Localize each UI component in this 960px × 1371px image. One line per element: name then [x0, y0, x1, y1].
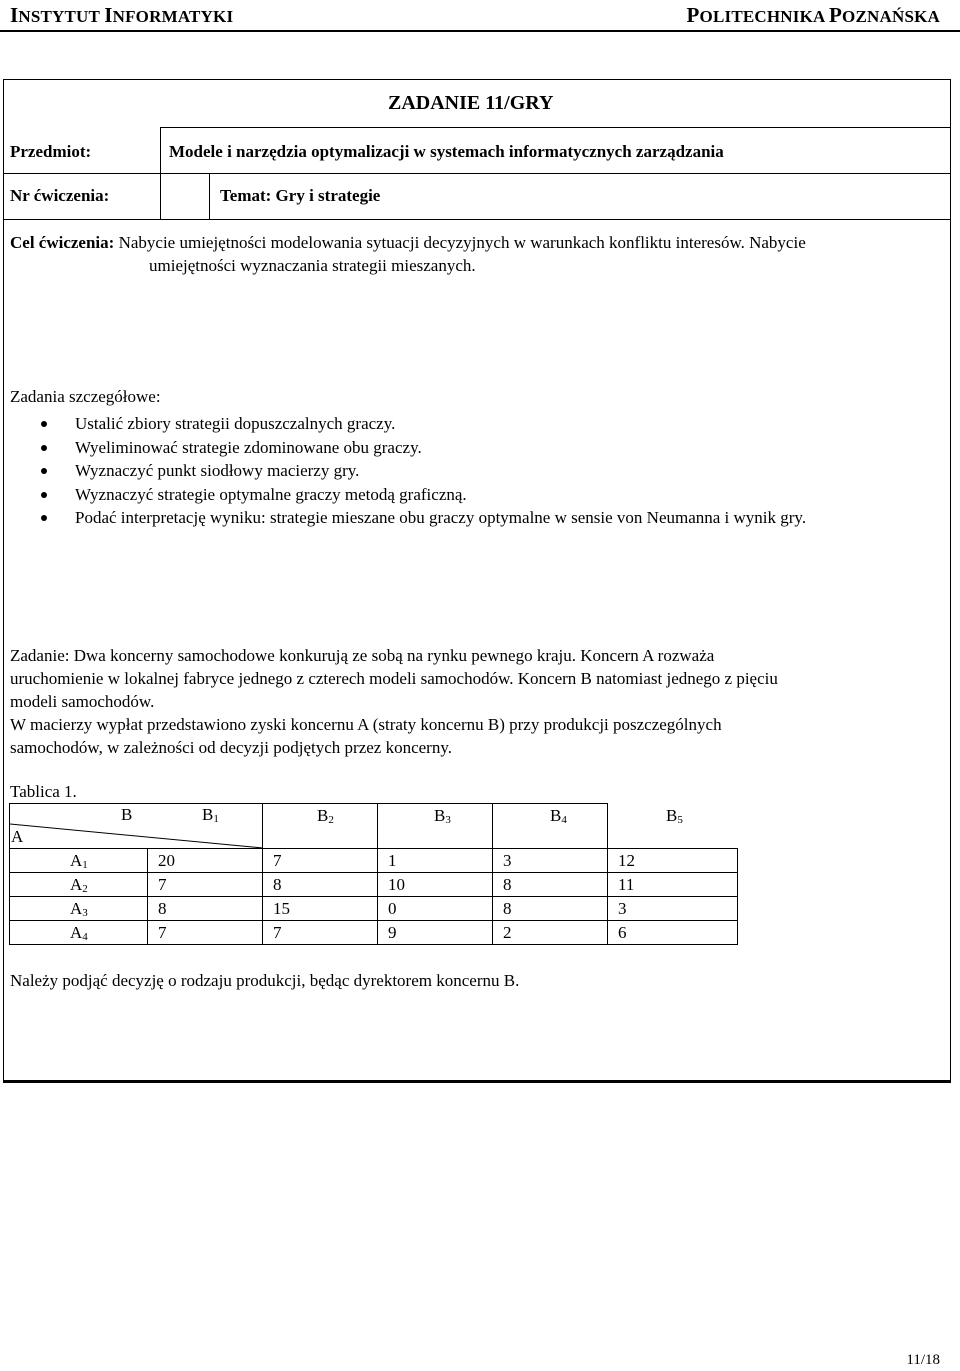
task-item: Wyznaczyć punkt siodłowy macierzy gry. — [10, 459, 950, 483]
goal-line-1: Cel ćwiczenia: Nabycie umiejętności modelowania sytuacji decyzyjnych w warunkach konfliktu interesów. Nabycie — [10, 233, 806, 252]
page-number: 11/18 — [906, 1352, 940, 1368]
table-row — [10, 873, 738, 897]
table-cell: 8 — [148, 897, 263, 921]
table-corner-cell — [10, 804, 263, 849]
column-header: $B_1$ — [202, 805, 219, 825]
grid-hline-3 — [3, 219, 951, 220]
row-header: $A_3$ — [10, 897, 148, 921]
problem-line-2: uruchomienie w lokalnej fabryce jednego z czterech modeli samochodów. Koncern B natomiast jednego z pięciu — [10, 669, 778, 688]
payoff-table — [9, 803, 738, 945]
problem-line-3: modeli samochodów. — [10, 692, 155, 711]
corner-label-a: A — [11, 827, 24, 846]
problem-statement — [10, 644, 940, 759]
header-university: POLITECHNIKA POZNAŃSKA — [686, 3, 940, 27]
grid-vline-2 — [209, 174, 210, 219]
table-cell: 8 — [493, 873, 608, 897]
grid-hline-2 — [3, 173, 951, 174]
column-header: $B_5$ — [666, 805, 683, 826]
table-row — [10, 897, 738, 921]
subject-value: Modele i narzędzia optymalizacji w systemach informatycznych zarządzania — [169, 142, 724, 161]
table-cell: 10 — [378, 873, 493, 897]
table-cell: 1 — [378, 849, 493, 873]
header-institute: INSTYTUT INFORMATYKI — [10, 3, 234, 27]
goal-line-2: umiejętności wyznaczania strategii mieszanych. — [149, 256, 476, 275]
row-header: $A_1$ — [10, 849, 148, 873]
table-cell: 8 — [263, 873, 378, 897]
table-header-row — [10, 804, 738, 849]
table-cell: 11 — [608, 873, 738, 897]
task-item: Wyznaczyć strategie optymalne graczy metodą graficzną. — [10, 483, 950, 507]
table-row — [10, 849, 738, 873]
table-cell: 0 — [378, 897, 493, 921]
table-cell: 3 — [493, 849, 608, 873]
detailed-tasks-heading: Zadania szczegółowe: — [10, 387, 161, 406]
row-header: $A_2$ — [10, 873, 148, 897]
table-cell: 12 — [608, 849, 738, 873]
detailed-tasks-list — [10, 412, 950, 530]
closing-instruction: Należy podjąć decyzję o rodzaju produkcji, będąc dyrektorem koncernu B. — [10, 971, 520, 990]
table-cell: 3 — [608, 897, 738, 921]
exercise-label: Nr ćwiczenia: — [10, 186, 110, 205]
table-cell: 7 — [148, 921, 263, 945]
header-rule — [0, 30, 960, 32]
table-row — [10, 921, 738, 945]
column-header: $B_4$ — [493, 804, 608, 849]
subject-label: Przedmiot: — [10, 142, 92, 161]
table-caption: Tablica 1. — [10, 782, 77, 801]
table-cell: 6 — [608, 921, 738, 945]
corner-label-b: B — [121, 805, 133, 824]
row-header: $A_4$ — [10, 921, 148, 945]
table-cell: 9 — [378, 921, 493, 945]
table-cell: 8 — [493, 897, 608, 921]
table-cell: 15 — [263, 897, 378, 921]
task-item: Wyeliminować strategie zdominowane obu graczy. — [10, 436, 950, 460]
task-item: Podać interpretację wyniku: strategie mieszane obu graczy optymalne w sensie von Neumanna i wynik gry. — [10, 506, 950, 530]
table-cell: 7 — [263, 921, 378, 945]
problem-line-4: W macierzy wypłat przedstawiono zyski koncernu A (straty koncernu B) przy produkcji poszczególnych — [10, 715, 722, 734]
column-header: $B_2$ — [263, 804, 378, 849]
task-item: Ustalić zbiory strategii dopuszczalnych graczy. — [10, 412, 950, 436]
topic-value: Temat: Gry i strategie — [220, 186, 381, 205]
column-header: $B_3$ — [378, 804, 493, 849]
problem-line-5: samochodów, w zależności od decyzji podjętych przez koncerny. — [10, 738, 452, 757]
problem-line-1: Zadanie: Dwa koncerny samochodowe konkurują ze sobą na rynku pewnego kraju. Koncern A rozważa — [10, 646, 715, 665]
table-cell: 7 — [263, 849, 378, 873]
table-cell: 2 — [493, 921, 608, 945]
table-cell: 20 — [148, 849, 263, 873]
table-cell: 7 — [148, 873, 263, 897]
grid-hline-1 — [160, 127, 951, 128]
task-title: ZADANIE 11/GRY — [388, 92, 554, 114]
corner-diagonal — [10, 804, 263, 848]
